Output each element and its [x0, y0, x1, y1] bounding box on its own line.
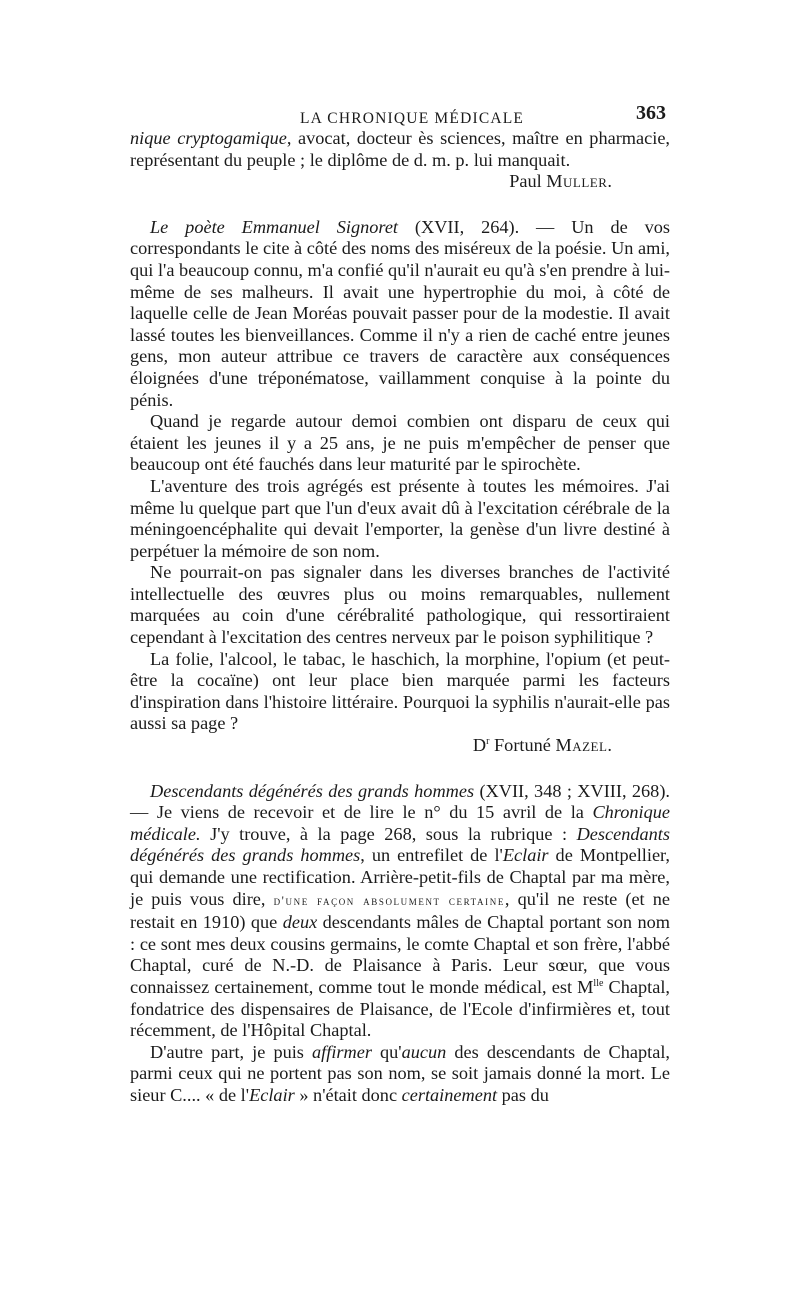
paragraph-text: Quand je regarde autour demoi combien ont disparu de ceux qui étaient les jeunes il y a 25 ans, je ne puis m'empêcher de penser que beaucoup ont été fauchés dans leur maturité par le spirochète.: [130, 411, 670, 475]
italic-text: Chronique médicale.: [130, 802, 670, 844]
paragraph-text: pas du: [497, 1084, 549, 1105]
italic-text: deux: [282, 912, 318, 933]
paragraph-descendants: [130, 781, 670, 1042]
italic-text: nique cryptogamique: [130, 128, 287, 148]
paragraph-text: J'y trouve, à la page 268, sous la rubrique :: [200, 823, 577, 844]
paragraph-text: qu': [371, 1041, 402, 1062]
signature-end: .: [607, 735, 612, 756]
article-title: Descendants dégénérés des grands hommes: [150, 780, 475, 801]
signature-title: D: [472, 735, 487, 756]
italic-text: Eclair: [249, 1084, 295, 1105]
paragraph-text: (XVII, 264). — Un de vos correspondants le cite à côté des noms des miséreux de la poésie. Un ami, qui l'a beaucoup connu, m'a confié qu'il n'aurait eu qu'à s'en prendre à lui-même de ses malheurs. Il avait une hypertrophie du moi, à côté de laquelle celle de Jean Moréas pouvait passer pour de la modestie. Il avait lassé toutes les bienveillances. Comme il n'y a rien de caché entre jeunes gens, mon auteur attribue ce travers de caractère aux conséquences éloignées d'une tréponématose, vaillamment conquise à la pointe du pénis.: [130, 216, 671, 410]
superscript: lle: [593, 977, 604, 989]
paragraph-continuation: [130, 128, 670, 171]
paragraph-text: , un entrefilet de l': [360, 845, 503, 866]
paragraph-text: descendants mâles de Chaptal portant son nom : ce sont mes deux cousins germains, le comte Chaptal et son frère, l'abbé Chaptal, curé de N.-D. de Plaisance à Paris. Leur sœur, que vous connaissez certainement, comme tout le monde médical, est M: [130, 912, 670, 997]
body-text: [130, 128, 670, 1107]
paragraph-text: D'autre part, je puis: [150, 1041, 313, 1062]
paragraph-signoret: [130, 217, 670, 411]
italic-text: affirmer: [312, 1041, 372, 1062]
paragraph-chaptal: [130, 1042, 670, 1107]
italic-text: certainement: [401, 1084, 498, 1105]
paragraph-text: Ne pourrait-on pas signaler dans les diverses branches de l'activité intellectuelle des œuvres plus ou moins remarquables, nullement marquées au coin d'une cérébralité pathologique, qui ressortiraient cependant à l'excitation des centres nerveux par le poison syphilitique ?: [130, 562, 670, 648]
section-gap: [130, 193, 670, 217]
signature-sup: r: [486, 735, 490, 747]
paragraph-text: , avocat, docteur ès sciences, maître en pharmacie, représentant du peuple ; le diplôme de d. m. p. lui manquait.: [130, 128, 670, 170]
signature-first: Paul: [509, 171, 547, 192]
paragraph-text: (XVII, 348 ; XVIII, 268). — Je viens de recevoir et de lire le n° du 15 avril de la: [130, 780, 670, 823]
running-title: LA CHRONIQUE MÉDICALE: [300, 110, 525, 127]
paragraph-text: La folie, l'alcool, le tabac, le haschich, la morphine, l'opium (et peut-être la cocaïne) ont leur place bien marquée parmi les facteurs d'inspiration dans l'histoire littéraire. Pourquoi la syphilis n'aurait-elle pas aussi sa page ?: [130, 648, 670, 734]
paragraph-text: » n'était donc: [294, 1084, 402, 1105]
signature-surname: Muller: [546, 171, 608, 192]
paragraph-text: L'aventure des trois agrégés est présente à toutes les mémoires. J'ai même lu quelque part que l'un d'eux avait dû à l'excitation cérébrale de la méningoencéphalite qui devait l'emporter, la genèse d'un livre destiné à perpétuer la mémoire de son nom.: [130, 475, 670, 561]
paragraph-text: de Montpellier, qui demande une rectification. Arrière-petit-fils de Chaptal par ma mère, je puis vous dire,: [130, 845, 670, 909]
article-title: Le poète Emmanuel Signoret: [150, 216, 399, 237]
signature-mazel: [130, 735, 670, 757]
signature-surname: Mazel: [555, 735, 608, 756]
spaced-caps-text: d'une façon absolument certaine: [273, 893, 505, 908]
page-number: 363: [636, 102, 666, 124]
signature-end: .: [607, 171, 612, 192]
italic-text: aucun: [401, 1041, 447, 1062]
italic-text: Eclair: [502, 845, 549, 866]
signature-muller: [130, 171, 670, 193]
paragraph-text: des descendants de Chaptal, parmi ceux qui ne portent pas son nom, se soit jamais donné la mort. Le sieur C.... « de l': [130, 1041, 670, 1105]
section-gap: [130, 757, 670, 781]
italic-text: Descendants dégénérés des grands hommes: [130, 823, 670, 866]
paragraph-text: , qu'il ne reste (et ne restait en 1910) que: [130, 888, 670, 933]
paragraph-text: Chaptal, fondatrice des dispensaires de Plaisance, de l'Ecole d'infirmières et, tout récemment, de l'Hôpital Chaptal.: [130, 976, 670, 1041]
signature-first: Fortuné: [489, 735, 556, 756]
